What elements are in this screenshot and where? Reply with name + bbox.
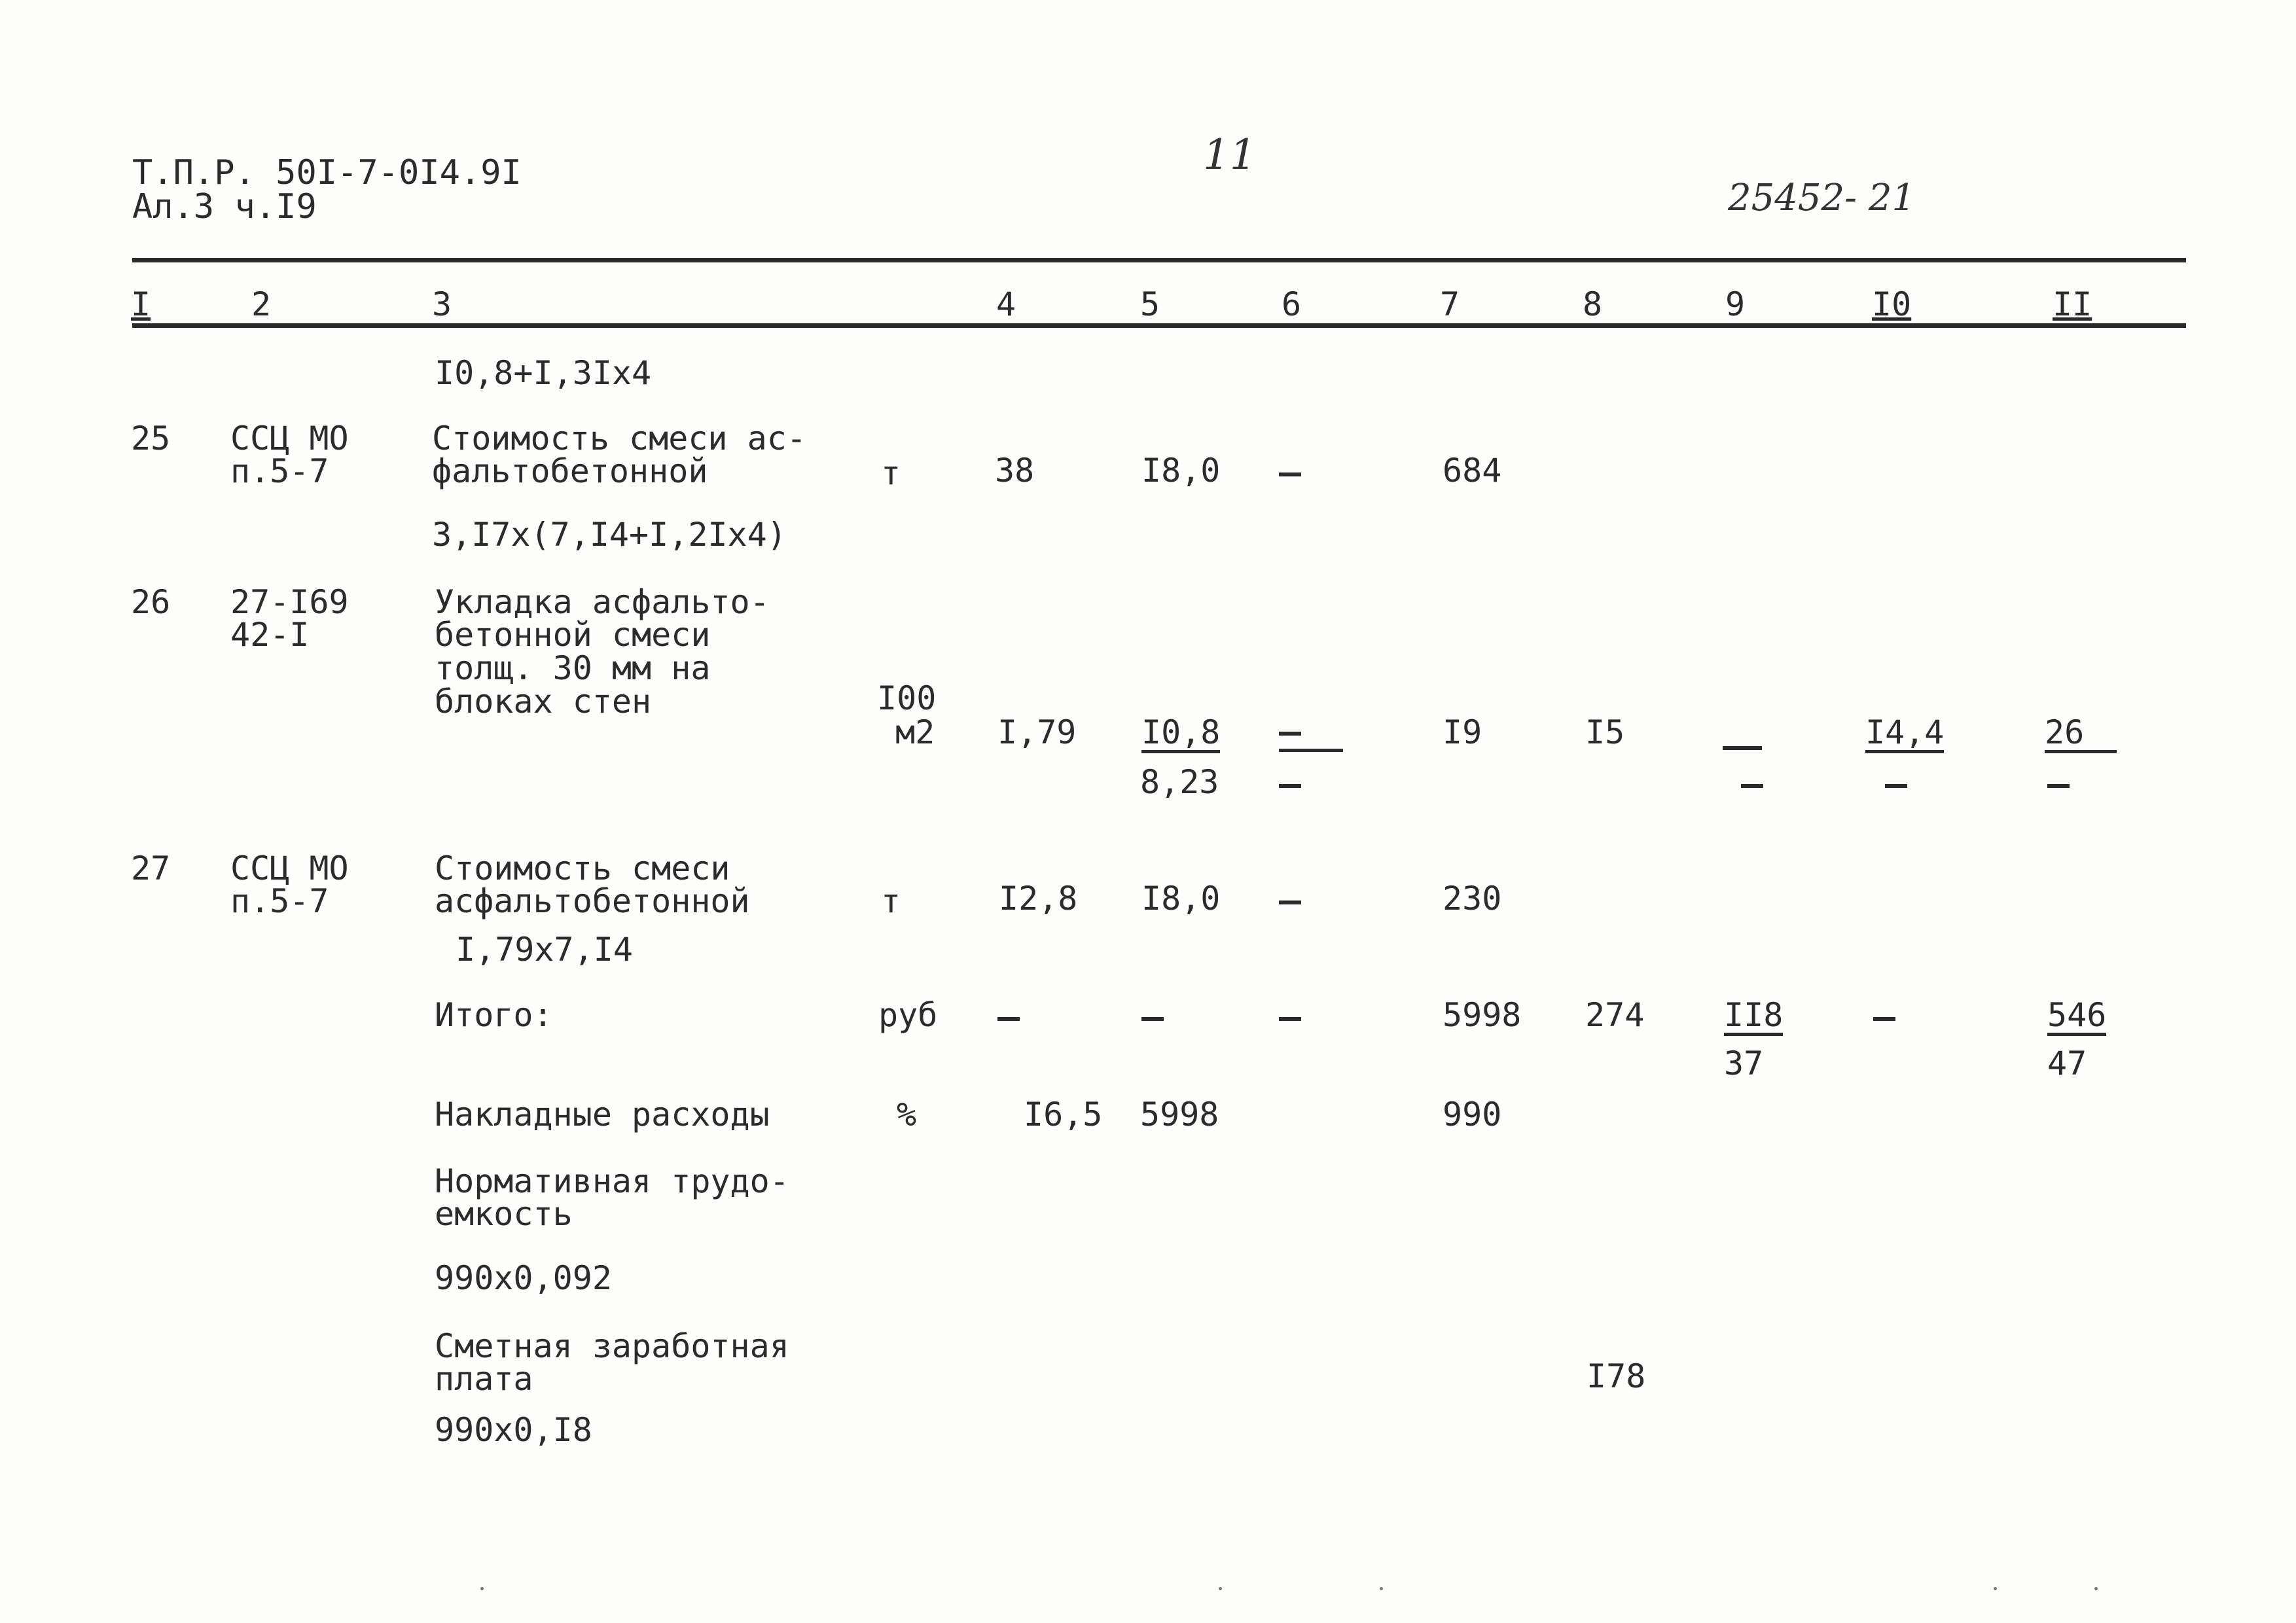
work-description: толщ. 30 мм на xyxy=(435,649,711,687)
column-header: I xyxy=(131,285,151,323)
row-number: 27 xyxy=(131,849,171,887)
unit-price: I8,0 xyxy=(1141,452,1221,490)
work-description: Укладка асфальто- xyxy=(435,583,770,621)
dash-mark xyxy=(1279,901,1301,904)
dash-mark xyxy=(1141,1017,1164,1021)
wages-label: Сметная заработная xyxy=(435,1327,789,1365)
column-header: 8 xyxy=(1583,285,1603,323)
rate-code: 42-I xyxy=(230,616,310,654)
labor-cost: 26 xyxy=(2045,716,2117,753)
registration-number: 25452- 21 xyxy=(1728,177,1916,219)
work-description: Стоимость смеси xyxy=(435,849,730,887)
quantity: I2,8 xyxy=(999,880,1078,918)
total-cost: I9 xyxy=(1443,713,1482,751)
work-description: бетонной смеси xyxy=(435,616,711,654)
work-description: асфальтобетонной xyxy=(435,882,750,920)
row-number: 25 xyxy=(131,419,171,457)
total-wage: 274 xyxy=(1585,996,1645,1034)
row-24-formula: I0,8+I,3Ix4 xyxy=(435,354,652,392)
dash-mark xyxy=(1279,473,1301,476)
work-description: фальтобетонной xyxy=(432,452,708,490)
unit: т xyxy=(881,882,901,920)
total-label: Итого: xyxy=(435,996,553,1034)
rate-code: 27-I69 xyxy=(230,583,349,621)
total-cost: 230 xyxy=(1443,880,1502,918)
table-top-rule xyxy=(132,258,2186,262)
overhead-label: Накладные расходы xyxy=(435,1096,770,1133)
quantity: I,79 xyxy=(997,713,1077,751)
scan-speck xyxy=(1219,1587,1222,1590)
dash-mark xyxy=(1873,1017,1895,1021)
overhead-base: 5998 xyxy=(1140,1096,1219,1133)
column-header: 6 xyxy=(1282,285,1302,323)
column-header: II xyxy=(2053,285,2092,323)
unit: I00 xyxy=(877,679,937,717)
total-machine-wage: 37 xyxy=(1724,1044,1764,1082)
total-machine: II8 xyxy=(1724,999,1783,1036)
rate-code: ССЦ МО xyxy=(230,849,349,887)
rate-code: ССЦ МО xyxy=(230,419,349,457)
scan-speck xyxy=(2094,1587,2098,1590)
labor-intensity-label: емкость xyxy=(435,1195,573,1233)
unit: т xyxy=(881,454,901,492)
dash-mark xyxy=(1741,784,1763,788)
unit-price-wage: 8,23 xyxy=(1140,763,1219,801)
unit-price: I8,0 xyxy=(1141,880,1221,918)
page-number: 11 xyxy=(1203,131,1257,179)
overhead-cost: 990 xyxy=(1443,1096,1502,1133)
dash-mark xyxy=(997,1017,1020,1021)
row-number: 26 xyxy=(131,583,171,621)
wages-label: плата xyxy=(435,1360,533,1398)
unit-price: I0,8 xyxy=(1141,716,1220,753)
dash-mark xyxy=(2047,784,2070,788)
column-header: I0 xyxy=(1872,285,1912,323)
labor-intensity-formula: 990x0,092 xyxy=(435,1259,612,1297)
rate-code: п.5-7 xyxy=(230,882,329,920)
dash-mark xyxy=(1279,732,1301,736)
column-header: 2 xyxy=(251,285,272,323)
labor-intensity-label: Нормативная трудо- xyxy=(435,1162,789,1200)
dash-mark xyxy=(1885,784,1907,788)
dash-mark xyxy=(1279,1017,1301,1021)
document-code: Т.П.Р. 50I-7-0I4.9I xyxy=(132,153,522,192)
column-header: 9 xyxy=(1725,285,1746,323)
album-part: Ал.3 ч.I9 xyxy=(132,187,317,226)
dash-mark xyxy=(1279,749,1343,752)
quantity: 38 xyxy=(995,452,1035,490)
row-formula: 3,I7x(7,I4+I,2Ix4) xyxy=(432,516,787,554)
column-header: 3 xyxy=(432,285,452,323)
total-unit: руб xyxy=(878,996,938,1034)
total-labor: 546 xyxy=(2047,999,2106,1036)
overhead-rate: I6,5 xyxy=(1024,1096,1103,1133)
scan-speck xyxy=(1994,1587,1997,1590)
unit: м2 xyxy=(895,713,935,751)
column-header: 4 xyxy=(996,285,1016,323)
work-description: Стоимость смеси ас- xyxy=(432,419,806,457)
wage-cost: I5 xyxy=(1585,713,1625,751)
dash-mark xyxy=(1723,746,1762,750)
column-header: 5 xyxy=(1140,285,1160,323)
column-header: 7 xyxy=(1440,285,1460,323)
total-cost: 684 xyxy=(1443,452,1502,490)
wages-value: I78 xyxy=(1587,1357,1646,1395)
overhead-unit: % xyxy=(897,1096,917,1133)
total-cost: 5998 xyxy=(1443,996,1522,1034)
rate-code: п.5-7 xyxy=(230,452,329,490)
machine-cost: I4,4 xyxy=(1865,716,1944,753)
row-formula: I,79x7,I4 xyxy=(456,931,633,969)
total-labor-lower: 47 xyxy=(2047,1044,2087,1082)
dash-mark xyxy=(1279,784,1301,788)
work-description: блоках стен xyxy=(435,683,652,721)
wages-formula: 990x0,I8 xyxy=(435,1411,592,1449)
scan-speck xyxy=(1380,1587,1383,1590)
scan-speck xyxy=(480,1587,484,1590)
header-bottom-rule xyxy=(132,323,2186,328)
